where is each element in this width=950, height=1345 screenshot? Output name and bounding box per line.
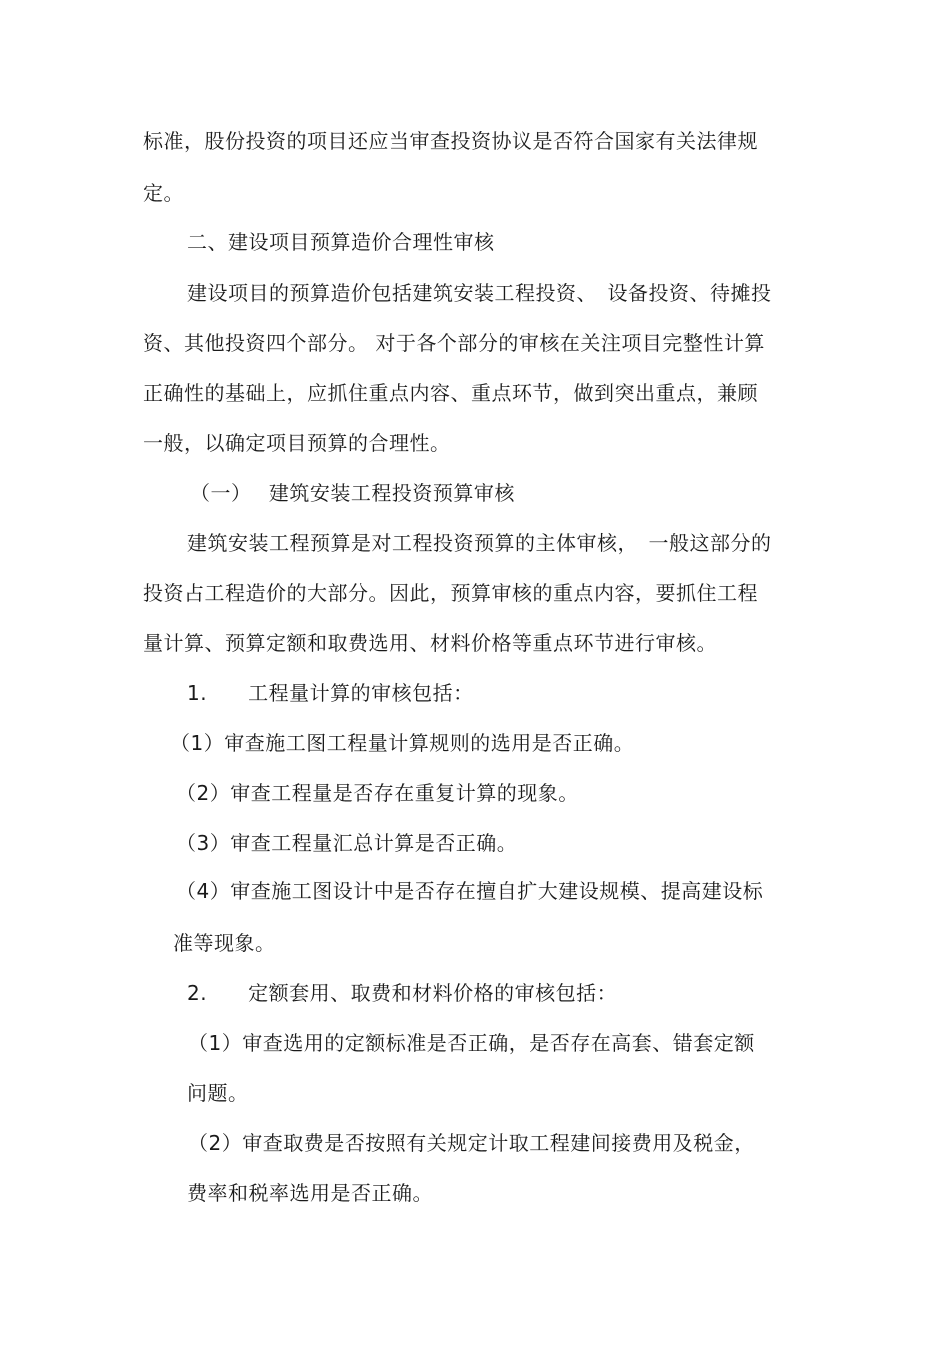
text-line-11: 量计算、预算定额和取费选用、材料价格等重点环节进行审核。 [143, 631, 717, 655]
list-item-1-2: （2）审查工程量是否存在重复计算的现象。 [176, 781, 579, 805]
text-line-6: 正确性的基础上，应抓住重点内容、重点环节，做到突出重点，兼顾 [143, 381, 758, 405]
text-line-10: 投资占工程造价的大部分。因此，预算审核的重点内容，要抓住工程 [143, 581, 758, 605]
subsection-heading-1: （一） 建筑安装工程投资预算审核 [190, 481, 515, 505]
list-item-1-1: （1）审查施工图工程量计算规则的选用是否正确。 [170, 731, 635, 755]
list-item-2-2: （2）审查取费是否按照有关规定计取工程建间接费用及税金， [188, 1131, 755, 1155]
list-item-2-1-cont: 问题。 [187, 1081, 249, 1105]
text-line-2: 定。 [143, 181, 184, 205]
text-line-9: 建筑安装工程预算是对工程投资预算的主体审核， 一般这部分的 [187, 531, 772, 555]
numbered-heading-2: 2. 定额套用、取费和材料价格的审核包括： [187, 981, 618, 1005]
list-item-2-1: （1）审查选用的定额标准是否正确，是否存在高套、错套定额 [188, 1031, 755, 1055]
numbered-heading-1: 1. 工程量计算的审核包括： [187, 681, 474, 705]
list-item-2-2-cont: 费率和税率选用是否正确。 [187, 1181, 433, 1205]
list-item-1-4: （4）审查施工图设计中是否存在擅自扩大建设规模、提高建设标 [176, 879, 764, 903]
text-line-5: 资、其他投资四个部分。 对于各个部分的审核在关注项目完整性计算 [143, 331, 765, 355]
text-line-1: 标准，股份投资的项目还应当审查投资协议是否符合国家有关法律规 [143, 129, 758, 153]
list-item-1-4-cont: 准等现象。 [173, 931, 276, 955]
text-line-4: 建设项目的预算造价包括建筑安装工程投资、 设备投资、待摊投 [187, 281, 772, 305]
text-line-7: 一般，以确定项目预算的合理性。 [143, 431, 451, 455]
section-heading-2: 二、建设项目预算造价合理性审核 [187, 230, 495, 254]
list-item-1-3: （3）审查工程量汇总计算是否正确。 [176, 831, 518, 855]
